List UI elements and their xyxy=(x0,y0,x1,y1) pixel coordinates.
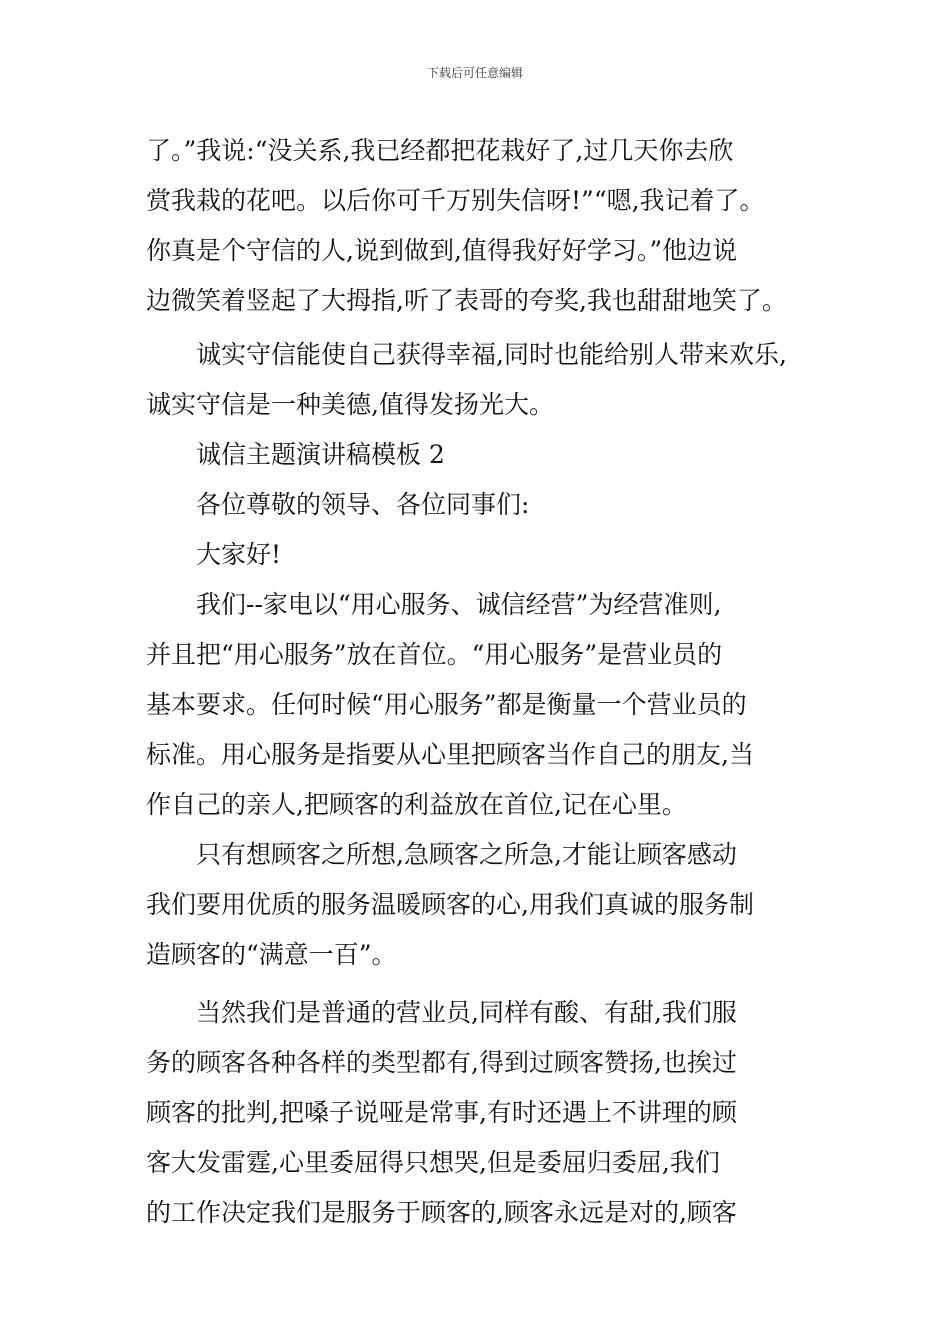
paragraph-first-line: 只有想顾客之所想,急顾客之所急,才能让顾客感动 xyxy=(146,840,737,869)
section-heading: 诚信主题演讲稿模板 2 xyxy=(146,440,445,469)
paragraph-first-line: 我们--家电以“用心服务、诚信经营”为经营准则, xyxy=(146,590,722,619)
salutation: 各位尊敬的领导、各位同事们: xyxy=(146,490,530,519)
text-line: 了。”我说:“没关系,我已经都把花栽好了,过几天你去欣 xyxy=(146,136,734,165)
greeting: 大家好! xyxy=(146,540,282,569)
document-body xyxy=(146,126,826,1238)
text-line: 并且把“用心服务”放在首位。“用心服务”是营业员的 xyxy=(146,640,723,669)
text-line: 基本要求。任何时候“用心服务”都是衡量一个营业员的 xyxy=(146,690,747,719)
text-line: 造顾客的“满意一百”。 xyxy=(146,940,397,969)
text-line: 顾客的批判,把嗓子说哑是常事,有时还遇上不讲理的顾 xyxy=(146,1098,737,1127)
page-header: 下载后可任意编辑 xyxy=(426,66,523,80)
text-line: 你真是个守信的人,说到做到,值得我好好学习。”他边说 xyxy=(146,236,738,265)
text-line: 边微笑着竖起了大拇指,听了表哥的夸奖,我也甜甜地笑了。 xyxy=(146,286,787,315)
text-line: 客大发雷霆,心里委屈得只想哭,但是委屈归委屈,我们 xyxy=(146,1148,720,1177)
text-line: 标准。用心服务是指要从心里把顾客当作自己的朋友,当 xyxy=(146,740,754,769)
text-line: 务的顾客各种各样的类型都有,得到过顾客赞扬,也挨过 xyxy=(146,1048,737,1077)
paragraph-first-line: 当然我们是普通的营业员,同样有酸、有甜,我们服 xyxy=(146,998,737,1027)
text-line: 诚实守信是一种美德,值得发扬光大。 xyxy=(146,390,554,419)
text-line: 赏我栽的花吧。以后你可千万别失信呀!”“嗯,我记着了。 xyxy=(146,186,765,215)
paragraph-first-line: 诚实守信能使自己获得幸福,同时也能给别人带来欢乐, xyxy=(146,340,787,369)
text-line: 的工作决定我们是服务于顾客的,顾客永远是对的,顾客 xyxy=(146,1198,737,1227)
text-line: 我们要用优质的服务温暖顾客的心,用我们真诚的服务制 xyxy=(146,890,754,919)
text-line: 作自己的亲人,把顾客的利益放在首位,记在心里。 xyxy=(146,790,687,819)
